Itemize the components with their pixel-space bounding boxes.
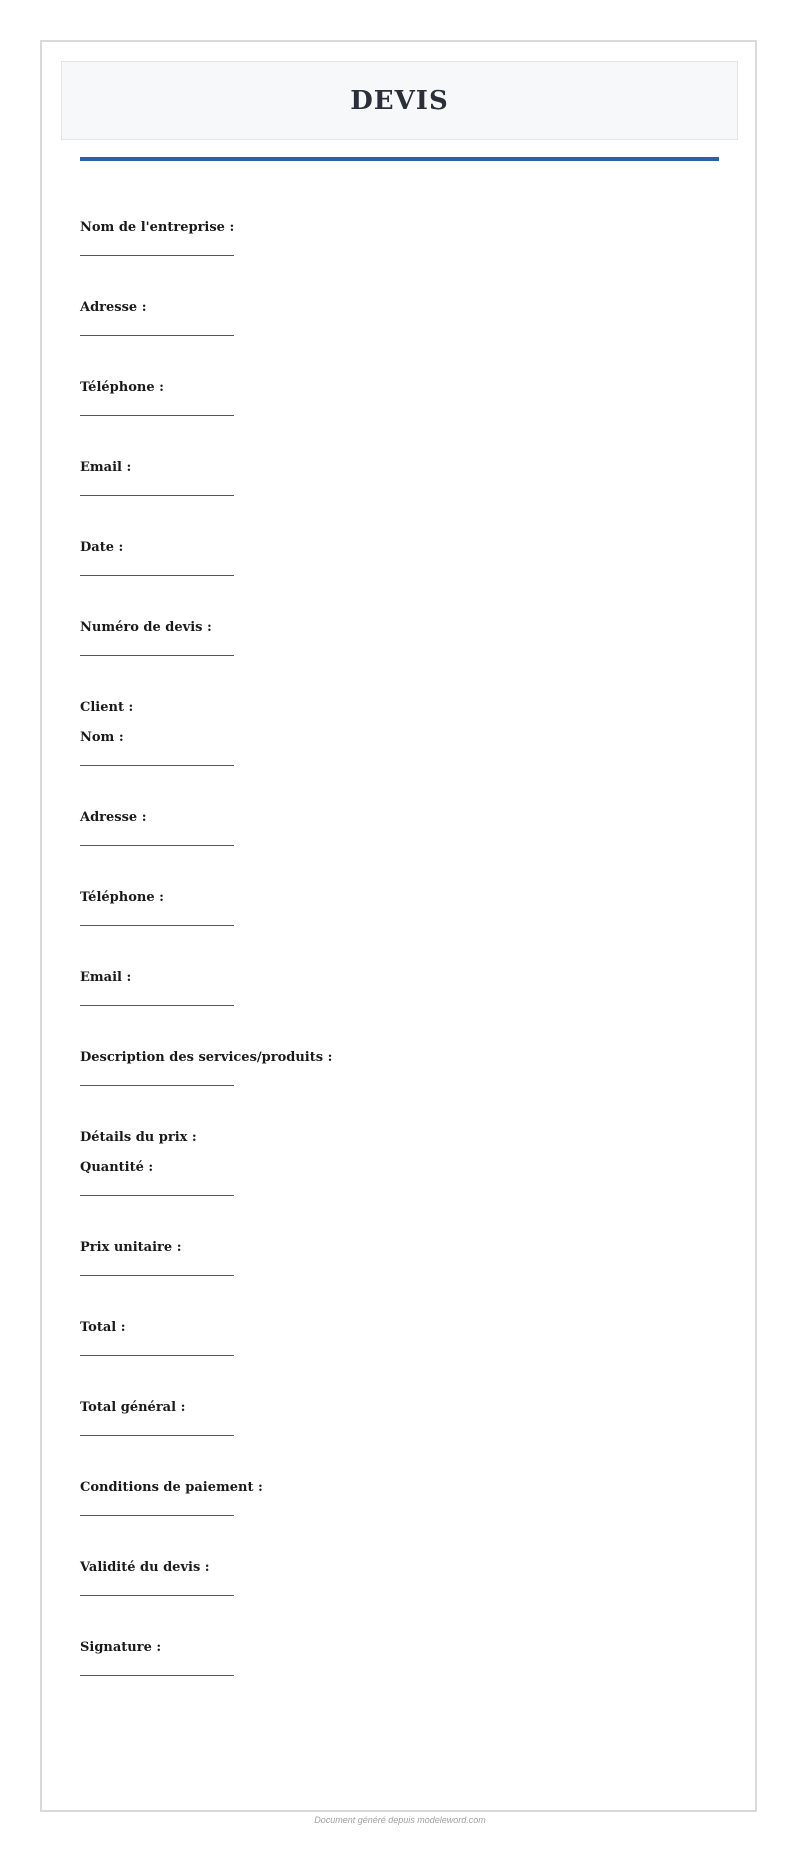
quote-number-underline[interactable]: [80, 655, 234, 656]
client-email-label: Email :: [80, 970, 132, 985]
signature-label: Signature :: [80, 1640, 162, 1655]
date-label: Date :: [80, 540, 124, 555]
client-address-underline[interactable]: [80, 845, 234, 846]
unit-price-label: Prix unitaire :: [80, 1240, 182, 1255]
date-underline[interactable]: [80, 575, 234, 576]
total-underline[interactable]: [80, 1355, 234, 1356]
quantity-label: Quantité :: [80, 1160, 154, 1175]
footer-note: Document généré depuis modeleword.com: [314, 1815, 486, 1825]
validity-underline[interactable]: [80, 1595, 234, 1596]
payment-terms-underline[interactable]: [80, 1515, 234, 1516]
validity-label: Validité du devis :: [80, 1560, 210, 1575]
company-email-label: Email :: [80, 460, 132, 475]
accent-rule: [80, 157, 719, 161]
description-underline[interactable]: [80, 1085, 234, 1086]
client-phone-label: Téléphone :: [80, 890, 164, 905]
description-label: Description des services/produits :: [80, 1050, 333, 1065]
quantity-underline[interactable]: [80, 1195, 234, 1196]
company-email-underline[interactable]: [80, 495, 234, 496]
total-label: Total :: [80, 1320, 126, 1335]
client-name-underline[interactable]: [80, 765, 234, 766]
company-address-underline[interactable]: [80, 335, 234, 336]
signature-underline[interactable]: [80, 1675, 234, 1676]
company-name-underline[interactable]: [80, 255, 234, 256]
company-phone-label: Téléphone :: [80, 380, 164, 395]
company-phone-underline[interactable]: [80, 415, 234, 416]
grand-total-underline[interactable]: [80, 1435, 234, 1436]
client-phone-underline[interactable]: [80, 925, 234, 926]
payment-terms-label: Conditions de paiement :: [80, 1480, 263, 1495]
unit-price-underline[interactable]: [80, 1275, 234, 1276]
company-address-label: Adresse :: [80, 300, 147, 315]
document-title: DEVIS: [350, 85, 449, 116]
company-name-label: Nom de l'entreprise :: [80, 220, 235, 235]
client-email-underline[interactable]: [80, 1005, 234, 1006]
client-heading-label: Client :: [80, 700, 134, 715]
price-heading-label: Détails du prix :: [80, 1130, 197, 1145]
client-name-label: Nom :: [80, 730, 124, 745]
grand-total-label: Total général :: [80, 1400, 186, 1415]
title-box: [61, 61, 738, 140]
quote-number-label: Numéro de devis :: [80, 620, 212, 635]
client-address-label: Adresse :: [80, 810, 147, 825]
page-frame: [40, 40, 757, 1812]
